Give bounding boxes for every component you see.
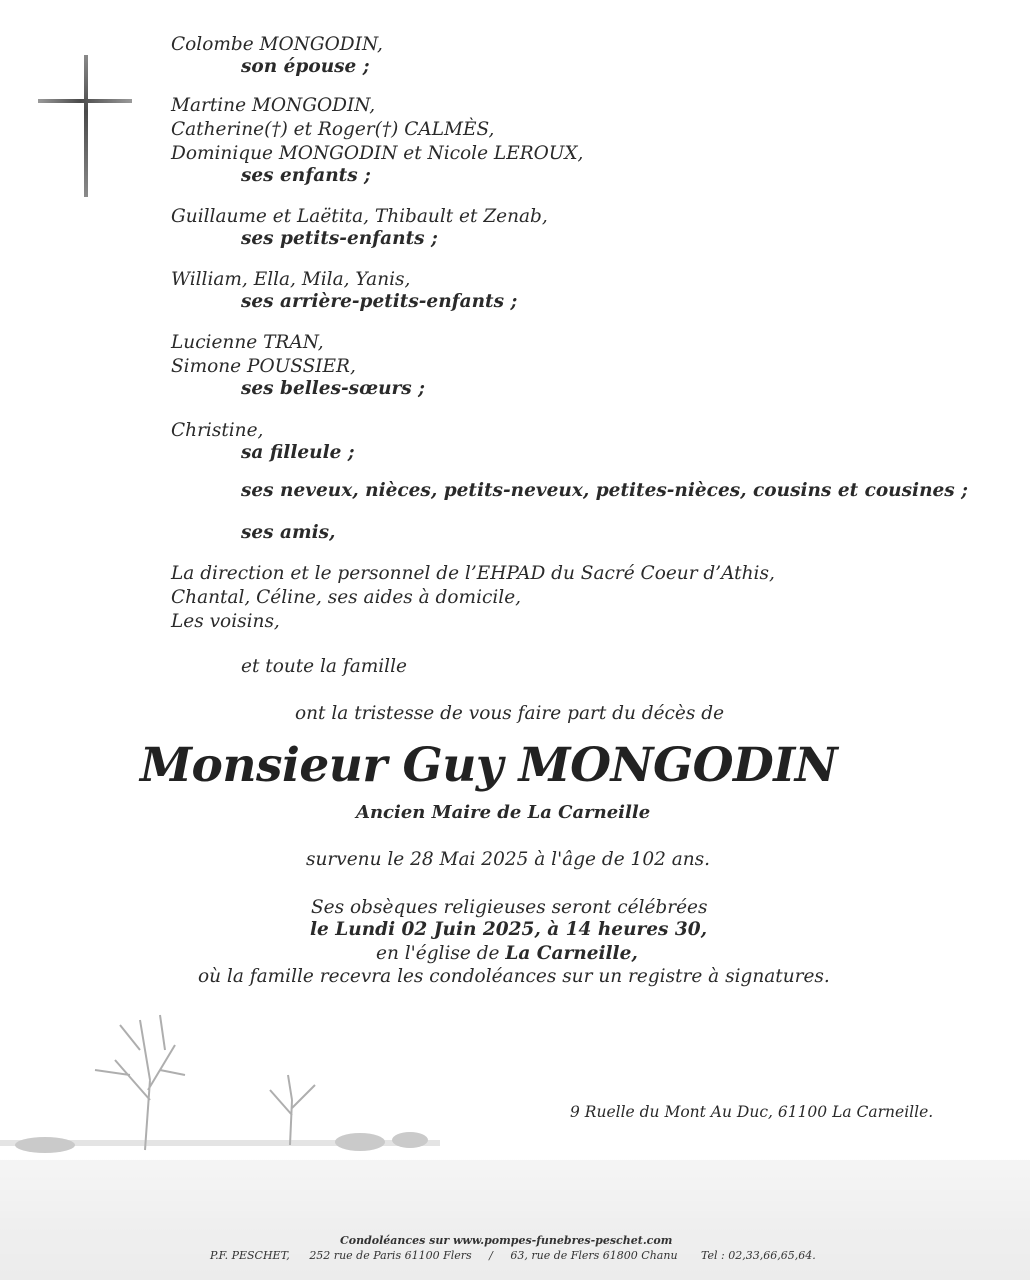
relation-label: son épouse ; <box>241 56 370 77</box>
funeral-church-prefix: en l'église de <box>376 943 506 964</box>
funeral-date: le Lundi 02 Juin 2025, à 14 heures 30, <box>310 919 708 940</box>
relation-label: ses amis, <box>241 522 336 543</box>
footer-company: P.F. PESCHET, <box>210 1249 290 1262</box>
others-line: Les voisins, <box>171 611 280 632</box>
family-names: Dominique MONGODIN et Nicole LEROUX, <box>171 143 584 164</box>
family-names: Christine, <box>171 420 264 441</box>
funeral-church <box>376 942 638 965</box>
family-names: Guillaume et Laëtita, Thibault et Zenab, <box>171 206 548 227</box>
relation-label: ses enfants ; <box>241 165 371 186</box>
condolences-link[interactable]: Condoléances sur www.pompes-funebres-peschet.com <box>340 1234 673 1247</box>
footer-phone: Tel : 02,33,66,65,64. <box>701 1249 816 1262</box>
deceased-title: Ancien Maire de La Carneille <box>356 802 651 823</box>
whole-family: et toute la famille <box>241 656 407 677</box>
death-line: survenu le 28 Mai 2025 à l'âge de 102 ans. <box>306 849 711 870</box>
family-names: Simone POUSSIER, <box>171 356 356 377</box>
relation-label: ses arrière-petits-enfants ; <box>241 291 518 312</box>
footer-separator: / <box>489 1249 493 1262</box>
family-names: Catherine(†) et Roger(†) CALMÈS, <box>171 119 495 140</box>
deceased-name: Monsieur Guy MONGODIN <box>140 738 838 793</box>
family-names: Martine MONGODIN, <box>171 95 376 116</box>
others-line: Chantal, Céline, ses aides à domicile, <box>171 587 522 608</box>
relation-label: ses neveux, nièces, petits-neveux, petites-nièces, cousins et cousines ; <box>241 480 968 501</box>
funeral-line: où la famille recevra les condoléances sur un registre à signatures. <box>198 966 830 987</box>
announcement: ont la tristesse de vous faire part du décès de <box>295 703 725 724</box>
footer-address-flers: 252 rue de Paris 61100 Flers <box>309 1249 472 1262</box>
relation-label: sa filleule ; <box>241 442 355 463</box>
funeral-line: Ses obsèques religieuses seront célébrées <box>311 897 708 918</box>
others-line: La direction et le personnel de l’EHPAD du Sacré Coeur d’Athis, <box>171 563 775 584</box>
funeral-church-place: La Carneille, <box>505 943 638 964</box>
footer-address-chanu: 63, rue de Flers 61800 Chanu <box>510 1249 678 1262</box>
relation-label: ses petits-enfants ; <box>241 228 438 249</box>
footer-contact <box>210 1249 816 1262</box>
family-names: Colombe MONGODIN, <box>171 34 383 55</box>
family-address: 9 Ruelle du Mont Au Duc, 61100 La Carneille. <box>570 1103 934 1121</box>
family-names: William, Ella, Mila, Yanis, <box>171 269 411 290</box>
family-names: Lucienne TRAN, <box>171 332 324 353</box>
relation-label: ses belles-sœurs ; <box>241 378 425 399</box>
